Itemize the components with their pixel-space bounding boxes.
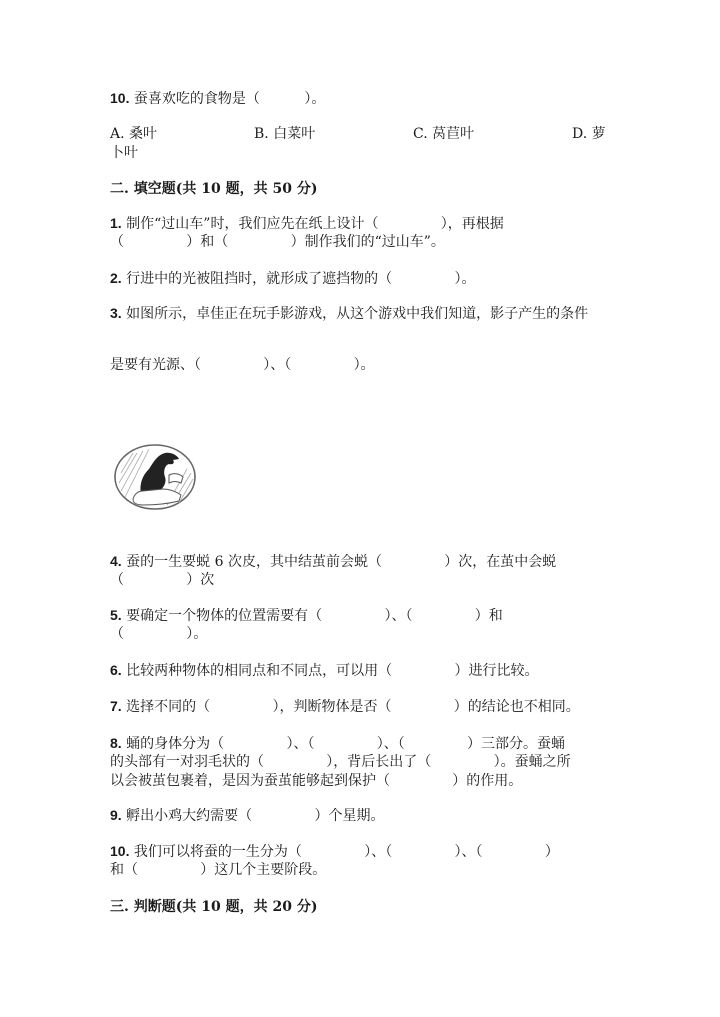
- fill-q4-line1: [110, 551, 556, 572]
- fill-q3-line1: [110, 303, 588, 324]
- question-number: 10.: [110, 843, 130, 859]
- question-text: 我们可以将蚕的一生分为（ ）、（ ）、（ ）: [133, 844, 559, 860]
- question-number: 3.: [110, 305, 122, 321]
- question-number: 9.: [110, 807, 122, 823]
- fill-q10-line2: 和（ ）这几个主要阶段。: [110, 862, 327, 878]
- question-text: 要确定一个物体的位置需要有（ ）、（ ）和: [126, 608, 503, 624]
- section-2-title: 二. 填空题(共 10 题，共 50 分): [110, 181, 318, 197]
- option-c[interactable]: C. 莴苣叶: [413, 126, 475, 142]
- option-a[interactable]: A. 桑叶: [110, 126, 158, 142]
- question-number: 7.: [110, 698, 122, 714]
- question-number: 4.: [110, 553, 122, 569]
- hand: [133, 489, 181, 505]
- fill-q5-line2: （ ）。: [110, 626, 208, 642]
- fill-q1-line2: （ ）和（ ）制作我们的“过山车”。: [110, 234, 445, 250]
- question-text: 蚕的一生要蜕 6 次皮，其中结茧前会蜕（ ）次，在茧中会蜕: [126, 554, 557, 570]
- question-text: 行进中的光被阻挡时，就形成了遮挡物的（ ）。: [126, 271, 476, 287]
- question-number: 5.: [110, 607, 122, 623]
- question-number: 1.: [110, 215, 122, 231]
- question-text: 蚕喜欢吃的食物是（ ）。: [133, 91, 326, 107]
- fill-q4-line2: （ ）次: [110, 572, 215, 588]
- question-text: 制作“过山车”时，我们应先在纸上设计（ ），再根据: [126, 216, 504, 232]
- fill-q10-line1: [110, 841, 559, 862]
- question-number: 2.: [110, 270, 122, 286]
- option-b[interactable]: B. 白菜叶: [254, 126, 316, 142]
- section-3-title: 三. 判断题(共 10 题，共 20 分): [110, 899, 318, 915]
- fill-q5-line1: [110, 605, 503, 626]
- option-d-wrap: 卜叶: [110, 145, 138, 161]
- question-text: 选择不同的（ ），判断物体是否（ ）的结论也不相同。: [126, 699, 580, 715]
- fill-q8-line3: 以会被茧包裹着，是因为蚕茧能够起到保护（ ）的作用。: [110, 773, 523, 789]
- question-text: 如图所示，卓佳正在玩手影游戏，从这个游戏中我们知道，影子产生的条件: [126, 306, 589, 322]
- question-text: 比较两种物体的相同点和不同点，可以用（ ）进行比较。: [126, 663, 539, 679]
- fill-q1-line1: [110, 213, 504, 234]
- fill-q8-line2: 的头部有一对羽毛状的（ ），背后长出了（ ）。蚕蛹之所: [110, 754, 571, 770]
- question-number: 8.: [110, 735, 122, 751]
- option-d[interactable]: D. 萝: [572, 126, 606, 142]
- fingers: [169, 474, 183, 483]
- question-text: 蛹的身体分为（ ）、（ ）、（ ）三部分。蚕蛹: [126, 736, 566, 752]
- fill-q8-line1: [110, 733, 565, 754]
- question-number: 10.: [110, 90, 130, 106]
- question-text: 孵出小鸡大约需要（ ）个星期。: [126, 808, 385, 824]
- hand-shadow-illustration: [113, 443, 197, 511]
- fill-q6: [110, 660, 538, 681]
- fill-q2: [110, 268, 475, 289]
- question-number: 6.: [110, 662, 122, 678]
- fill-q9: [110, 805, 384, 826]
- fill-q7: [110, 696, 580, 717]
- mc-question-10: [110, 88, 325, 109]
- fill-q3-line2: 是要有光源、（ ）、（ ）。: [110, 357, 375, 373]
